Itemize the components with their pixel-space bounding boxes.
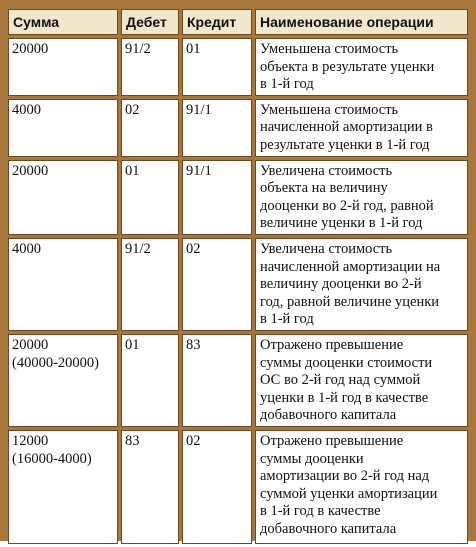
table-row [8,238,468,331]
sum-cell: 20000 (40000-20000) [8,334,118,427]
operation-cell: Отражено превышение суммы дооценки амортизации во 2-й год над суммой уценки амортизации в 1-й год в качестве добавочного капитала [255,430,468,544]
sum-cell: 12000 (16000-4000) [8,430,118,544]
operation-cell: Уменьшена стоимость объекта в результате уценки в 1-й год [255,38,468,96]
sum-cell: 4000 [8,238,118,331]
table-row [8,99,468,157]
operation-cell: Увеличена стоимость начисленной амортизации на величину дооценки во 2-й год, равной величине уценки в 1-й год [255,238,468,331]
table-row [8,334,468,427]
credit-cell: 02 [182,430,252,544]
credit-cell: 01 [182,38,252,96]
table-row [8,38,468,96]
table-row [8,160,468,235]
sum-cell: 20000 [8,38,118,96]
operation-cell: Увеличена стоимость объекта на величину дооценки во 2-й год, равной величине уценки в 1-й год [255,160,468,235]
table-row [8,430,468,544]
column-header-credit: Кредит [182,9,252,35]
sum-cell: 4000 [8,99,118,157]
table-header-row [8,9,468,35]
column-header-operation: Наименование операции [255,9,468,35]
debit-cell: 01 [121,160,179,235]
debit-cell: 01 [121,334,179,427]
sum-cell: 20000 [8,160,118,235]
column-header-sum: Сумма [8,9,118,35]
operation-cell: Уменьшена стоимость начисленной амортизации в результате уценки в 1-й год [255,99,468,157]
credit-cell: 91/1 [182,160,252,235]
accounting-entries-table [5,6,471,547]
operation-cell: Отражено превышение суммы дооценки стоимости ОС во 2-й год над суммой уценки в 1-й год в качестве добавочного капитала [255,334,468,427]
debit-cell: 02 [121,99,179,157]
column-header-debit: Дебет [121,9,179,35]
credit-cell: 02 [182,238,252,331]
debit-cell: 91/2 [121,238,179,331]
debit-cell: 83 [121,430,179,544]
credit-cell: 91/1 [182,99,252,157]
debit-cell: 91/2 [121,38,179,96]
credit-cell: 83 [182,334,252,427]
